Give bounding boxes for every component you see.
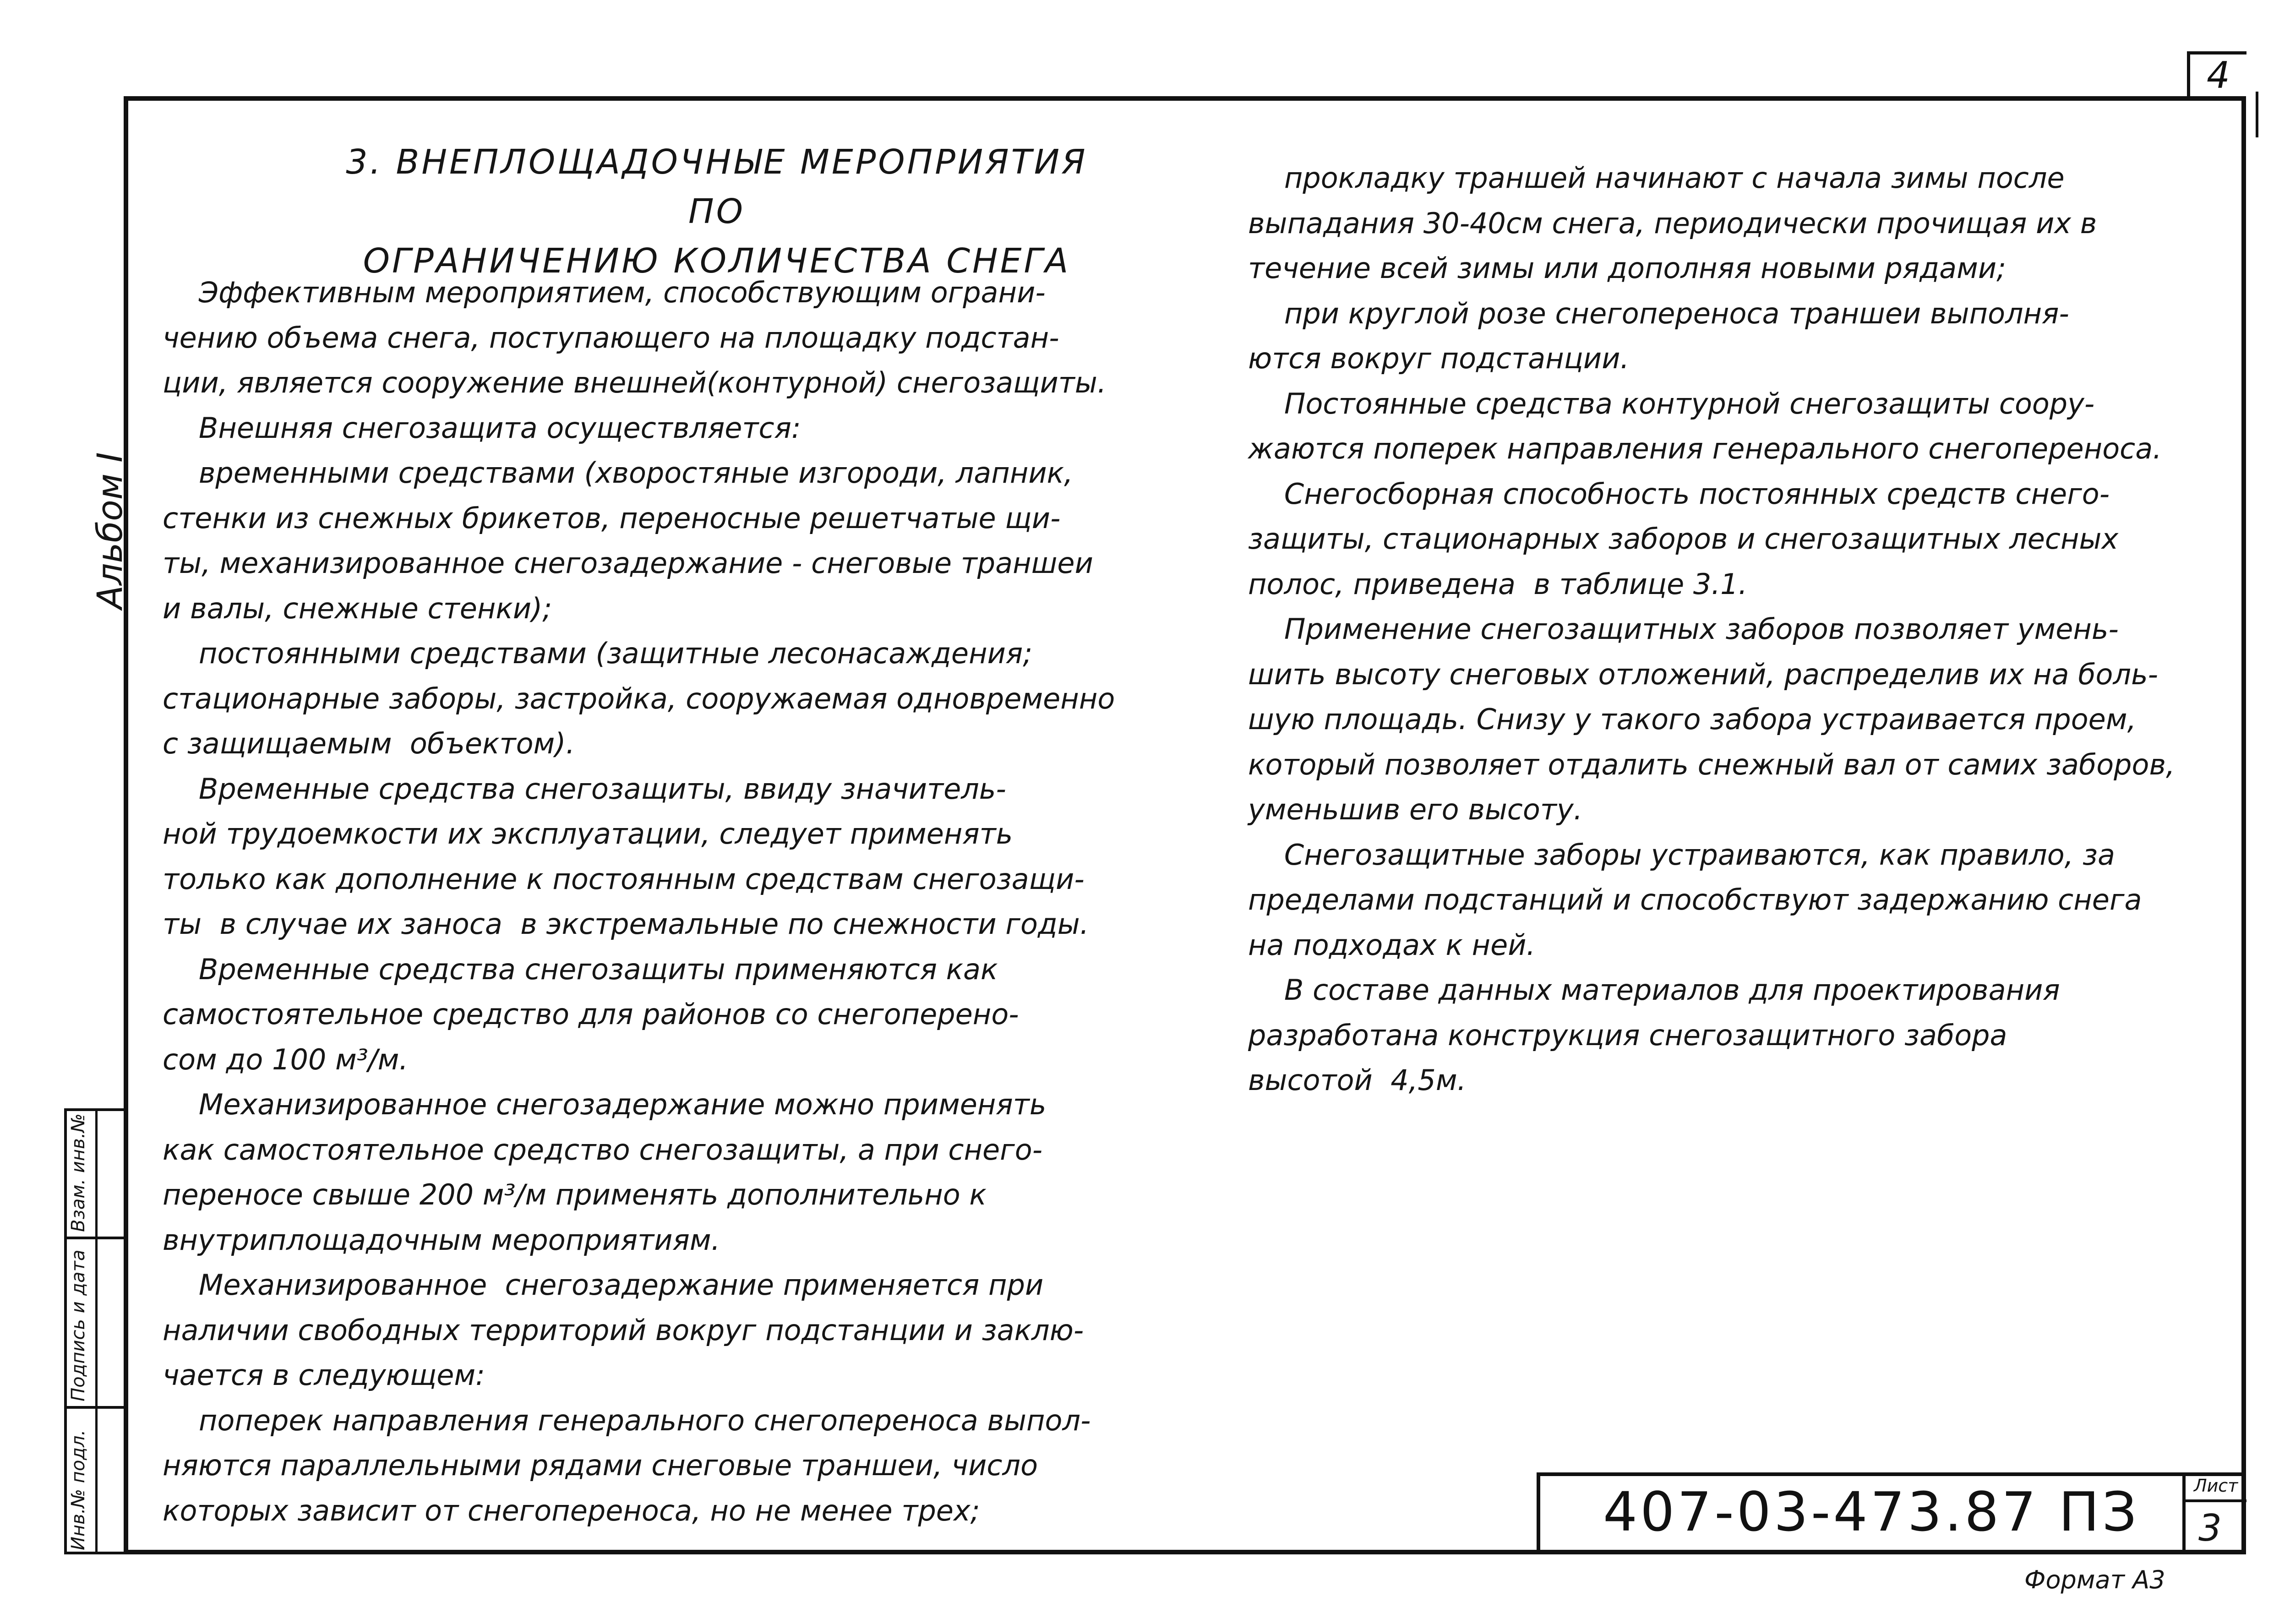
text-line: которых зависит от снегопереноса, но не менее трех; — [163, 1493, 980, 1527]
text-line: временными средствами (хворостяные изгороди, лапник, — [163, 456, 1073, 490]
text-line: только как дополнение к постоянным средствам снегозащи- — [163, 862, 1085, 896]
text-line: стационарные заборы, застройка, сооружаемая одновременно — [163, 681, 1115, 715]
text-line: при круглой розе снегопереноса траншеи выполня- — [1248, 296, 2069, 330]
text-line: Временные средства снегозащиты, ввиду значитель- — [163, 772, 1006, 806]
text-line: который позволяет отдалить снежный вал от самих заборов, — [1248, 747, 2175, 781]
text-line: поперек направления генерального снегопереноса выпол- — [163, 1403, 1091, 1437]
text-line: пределами подстанций и способствуют задержанию снега — [1248, 883, 2142, 916]
text-line: В составе данных материалов для проектирования — [1248, 973, 2060, 1007]
text-line: разработана конструкция снегозащитного забора — [1248, 1018, 2007, 1052]
left-text-column — [163, 270, 1115, 1533]
text-line: полос, приведена в таблице 3.1. — [1248, 567, 1748, 601]
text-line: наличии свободных территорий вокруг подстанции и заклю- — [163, 1313, 1084, 1347]
text-line: Механизированное снегозадержание применяется при — [163, 1268, 1044, 1302]
text-line: Механизированное снегозадержание можно применять — [163, 1088, 1047, 1121]
text-line: прокладку траншей начинают с начала зимы после — [1248, 161, 2065, 195]
text-line: ты, механизированное снегозадержание - снеговые траншеи — [163, 546, 1093, 580]
section-title-line: 3. ВНЕПЛОЩАДОЧНЫЕ МЕРОПРИЯТИЯ ПО — [346, 142, 1088, 231]
text-line: на подходах к ней. — [1248, 928, 1536, 962]
right-text-column — [1248, 156, 2175, 1103]
text-line: уменьшив его высоту. — [1248, 793, 1583, 826]
format-label: Формат А3 — [2024, 1565, 2165, 1594]
text-line: Постоянные средства контурной снегозащиты соору- — [1248, 387, 2095, 420]
text-line: самостоятельное средство для районов со снегоперено- — [163, 997, 1019, 1031]
stamp-label-inv-podl: Инв.№ подл. — [68, 1429, 89, 1550]
side-stamp-divider — [95, 1108, 98, 1554]
sheet-number: 3 — [2198, 1507, 2222, 1549]
text-line: и валы, снежные стенки); — [163, 591, 552, 625]
title-block-divider — [2182, 1499, 2246, 1502]
text-line: защиты, стационарных заборов и снегозащитных лесных — [1248, 522, 2119, 556]
album-label: Альбом I — [89, 452, 130, 609]
text-line: выпадания 30-40см снега, периодически прочищая их в — [1248, 206, 2097, 240]
text-line: Внешняя снегозащита осуществляется: — [163, 411, 801, 445]
corner-tick — [2256, 92, 2258, 137]
text-line: ции, является сооружение внешней(контурной) снегозащиты. — [163, 366, 1107, 399]
text-line: ты в случае их заноса в экстремальные по снежности годы. — [163, 907, 1089, 941]
text-line: ются вокруг подстанции. — [1248, 342, 1630, 375]
text-line: Применение снегозащитных заборов позволяет умень- — [1248, 612, 2119, 646]
document-code: 407-03-473.87 ПЗ — [1603, 1480, 2140, 1543]
text-line: ной трудоемкости их эксплуатации, следует применять — [163, 817, 1013, 850]
stamp-label-vzam-inv: Взам. инв.№ — [68, 1113, 89, 1232]
text-line: шить высоту снеговых отложений, распределив их на боль- — [1248, 657, 2159, 691]
text-line: чению объема снега, поступающего на площадку подстан- — [163, 321, 1059, 354]
text-line: переносе свыше 200 м³/м применять дополнительно к — [163, 1178, 987, 1211]
text-line: жаются поперек направления генерального снегопереноса. — [1248, 432, 2162, 465]
title-block-divider — [2182, 1472, 2186, 1554]
text-line: Снегосборная способность постоянных средств снего- — [1248, 477, 2110, 511]
text-line: внутриплощадочным мероприятиям. — [163, 1223, 720, 1257]
text-line: Эффективным мероприятием, способствующим ограни- — [163, 276, 1046, 309]
text-line: Снегозащитные заборы устраиваются, как правило, за — [1248, 838, 2115, 872]
text-line: няются параллельными рядами снеговые траншеи, число — [163, 1449, 1038, 1482]
text-line: высотой 4,5м. — [1248, 1063, 1467, 1097]
text-line: как самостоятельное средство снегозащиты, а при снего- — [163, 1133, 1043, 1166]
text-line: течение всей зимы или дополняя новыми рядами; — [1248, 251, 2006, 285]
text-line: сом до 100 м³/м. — [163, 1042, 409, 1076]
text-line: Временные средства снегозащиты применяются как — [163, 952, 998, 986]
side-stamp-divider — [64, 1237, 128, 1239]
text-line: с защищаемым объектом). — [163, 727, 575, 760]
side-stamp-divider — [64, 1406, 128, 1409]
text-line: чается в следующем: — [163, 1358, 485, 1392]
section-title-line: ОГРАНИЧЕНИЮ КОЛИЧЕСТВА СНЕГА — [363, 241, 1071, 281]
sheet-label: Лист — [2194, 1476, 2238, 1496]
text-line: шую площадь. Снизу у такого забора устраивается проем, — [1248, 703, 2137, 736]
corner-sheet-number: 4 — [2187, 51, 2246, 97]
text-line: стенки из снежных брикетов, переносные решетчатые щи- — [163, 501, 1061, 535]
section-title — [316, 137, 1118, 286]
stamp-label-signature-date: Подпись и дата — [68, 1249, 89, 1401]
text-line: постоянными средствами (защитные лесонасаждения; — [163, 637, 1033, 670]
